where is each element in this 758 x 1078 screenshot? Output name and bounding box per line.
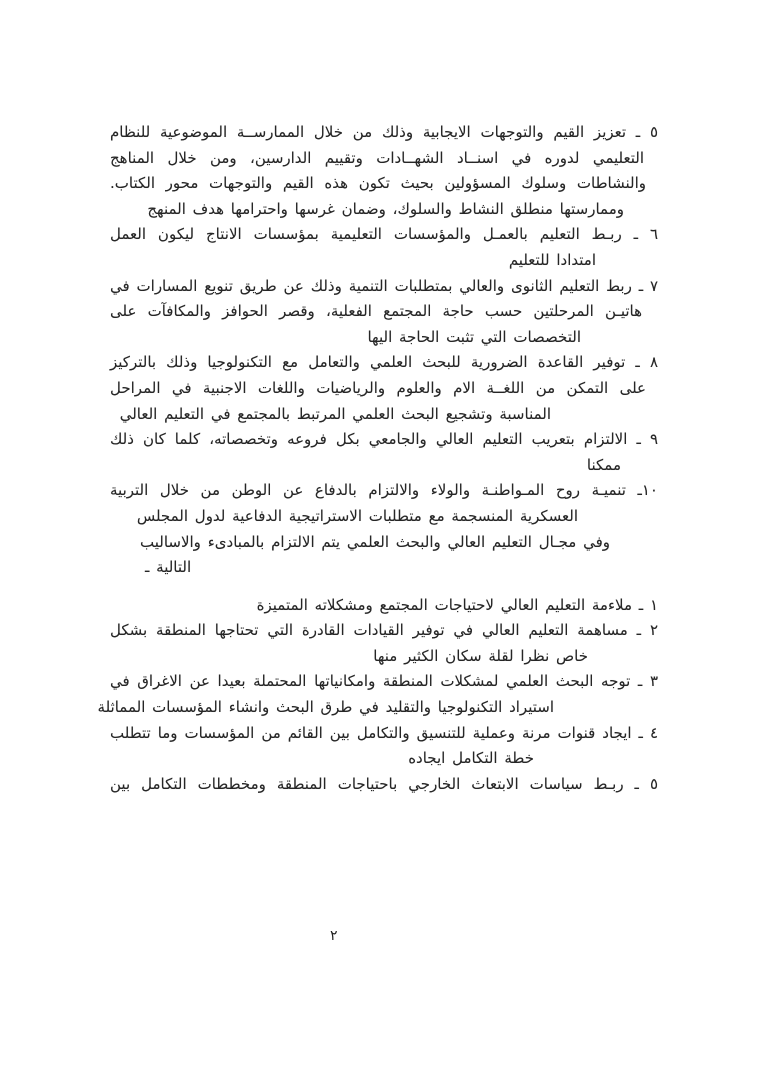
goal-item-8-line-3: المناسبة وتشجيع البحث العلمي المرتبط بالمجتمع في التعليم العالي — [119, 404, 551, 423]
goal-item-10-line-1: ١٠ـ تنميـة روح المـواطنـة والولاء والالتزام بالدفاع عن الوطن من خلال التربية — [110, 481, 658, 500]
goal-item-9-line-1: ٩ ـ الالتزام بتعريب التعليم العالي والجامعي بكل فروعه وتخصصاته، كلما كان ذلك — [110, 430, 658, 449]
goal-item-8-line-2: على التمكن من اللغــة الام والعلوم والرياضيات واللغات الاجنبية في المراحل — [110, 378, 646, 397]
goal-item-9-line-2: ممكنا — [586, 455, 621, 474]
goal-item-7-line-3: التخصصات التي تثبت الحاجة اليها — [367, 327, 581, 346]
goal-item-5 — [110, 120, 658, 222]
goal-item-7-line-2: هاتيـن المرحلتين حسب حاجة المجتمع الفعلية، وقصر الحوافز والمكافآت على — [110, 302, 642, 321]
goal-item-7-line-1: ٧ ـ ربط التعليم الثانوى والعالي بمتطلبات التنمية وذلك عن طريق تنويع المسارات في — [110, 276, 658, 295]
principle-item-3-line-1: ٣ ـ توجه البحث العلمي لمشكلات المنطقة وامكانياتها المحتملة بعيدا عن الاغراق في — [110, 672, 658, 691]
goal-item-10-line-2: العسكرية المنسجمة مع متطلبات الاستراتيجية الدفاعية لدول المجلس — [136, 506, 578, 525]
goal-item-6-line-1: ٦ ـ ربـط التعليم بالعمـل والمؤسسات التعليمية بمؤسسات الانتاج ليكون العمل — [110, 225, 658, 244]
goal-item-7 — [110, 274, 658, 351]
principle-item-5-line-1: ٥ ـ ربـط سياسات الابتعاث الخارجي باحتياجات المنطقة ومخططات التكامل بين — [110, 774, 658, 793]
goals-list — [110, 120, 658, 530]
goal-item-10 — [110, 478, 658, 529]
goal-item-6-line-2: امتدادا للتعليم — [508, 250, 596, 269]
goal-item-6 — [110, 222, 658, 273]
principle-item-4-line-2: خطة التكامل ايجاده — [408, 749, 534, 768]
principle-item-2-line-2: خاص نظرا لقلة سكان الكثير منها — [373, 646, 588, 665]
principle-item-3-line-2: استيراد التكنولوجيا والتقليد في طرق البحث وانشاء المؤسسات المماثلة — [97, 698, 554, 717]
intro-paragraph — [110, 530, 658, 581]
intro-line-2: التالية ـ — [145, 558, 192, 577]
intro-line-1: وفي مجـال التعليم العالي والبحث العلمي يتم الالتزام بالمبادىء والاساليب — [140, 532, 610, 551]
document-page — [97, 120, 658, 797]
principle-item-2-line-1: ٢ ـ مساهمة التعليم العالي في توفير القيادات القادرة التي تحتاجها المنطقة بشكل — [110, 621, 658, 640]
principle-item-1-line-1: ١ ـ ملاءمة التعليم العالي لاحتياجات المجتمع ومشكلاته المتميزة — [256, 595, 658, 614]
section-gap — [110, 581, 658, 593]
principle-item-3 — [97, 669, 658, 720]
goal-item-5-line-3: والنشاطات وسلوك المسؤولين بحيث تكون هذه القيم والتوجهات محور الكتاب. — [110, 174, 646, 193]
principle-item-4-line-1: ٤ ـ ايجاد قنوات مرنة وعملية للتنسيق والتكامل بين القائم من المؤسسات وما تتطلب — [110, 723, 658, 742]
principle-item-2 — [110, 618, 658, 669]
principle-item-4 — [110, 721, 658, 772]
goal-item-5-line-1: ٥ ـ تعزيز القيم والتوجهات الايجابية وذلك من خلال الممارســة الموضوعية للنظام — [110, 123, 658, 141]
principle-item-5 — [110, 772, 658, 798]
goal-item-5-line-2: التعليمي لدوره في اسنــاد الشهــادات وتقييم الدارسين، ومن خلال المناهج — [110, 148, 644, 167]
goal-item-8-line-1: ٨ ـ توفير القاعدة الضرورية للبحث العلمي والتعامل مع التكنولوجيا وذلك بالتركيز — [110, 353, 658, 372]
goal-item-8 — [110, 350, 658, 427]
goal-item-5-line-4: وممارستها منطلق النشاط والسلوك، وضمان غرسها واحترامها هدف المنهج — [147, 199, 624, 218]
page-number: ٢ — [330, 928, 338, 944]
principles-list — [97, 593, 658, 798]
principle-item-1 — [110, 593, 658, 619]
goal-item-9 — [110, 427, 658, 478]
